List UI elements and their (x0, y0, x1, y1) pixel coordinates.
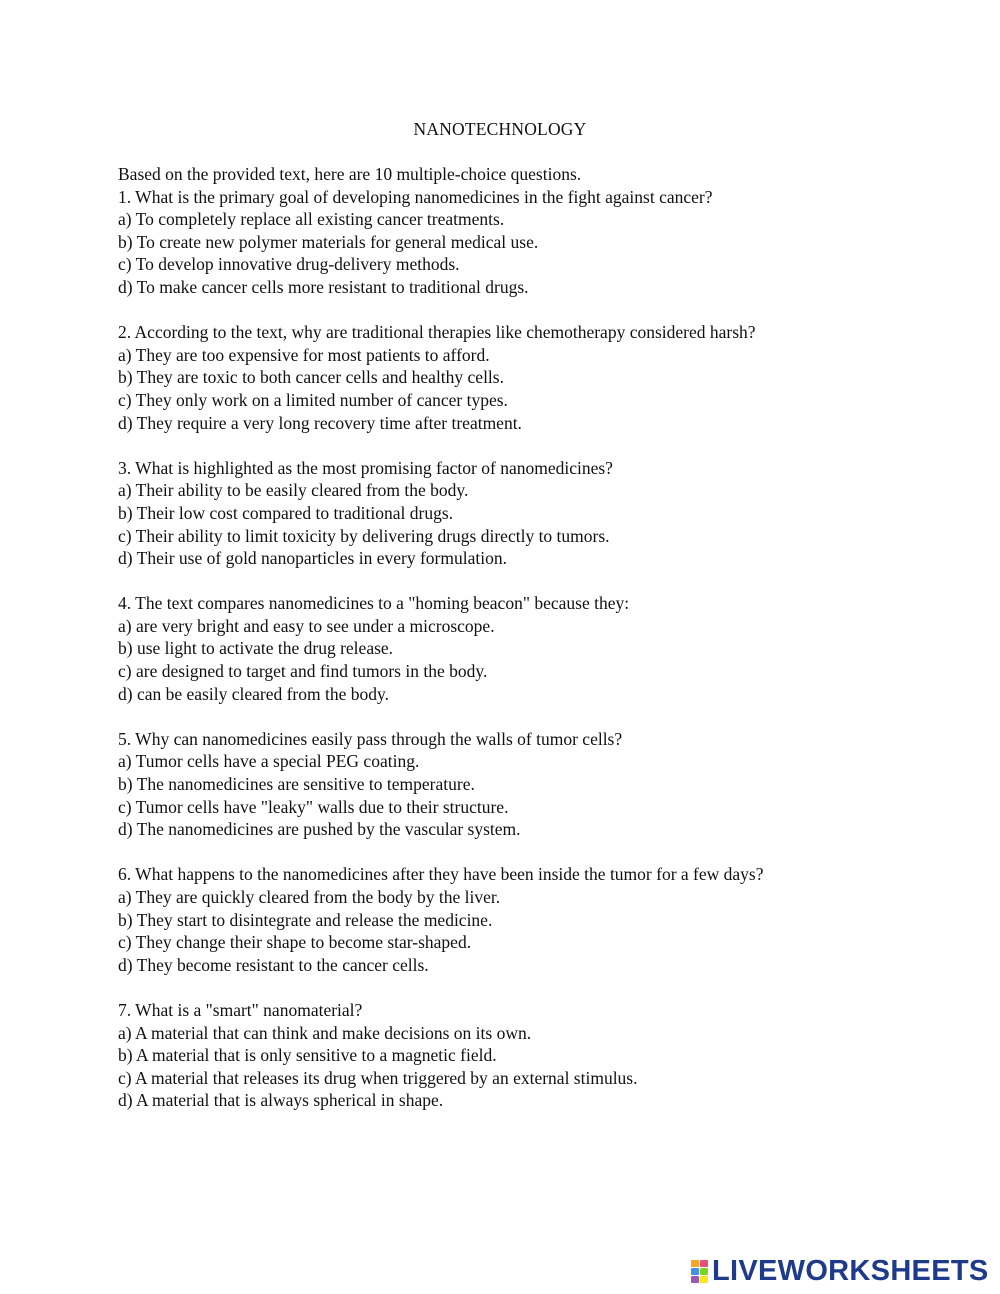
answer-option: a) A material that can think and make decisions on its own. (118, 1022, 532, 1043)
answer-option: b) They start to disintegrate and release the medicine. (118, 909, 493, 930)
logo-tile (691, 1260, 699, 1267)
answer-option: c) Tumor cells have "leaky" walls due to their structure. (118, 796, 509, 817)
question-text: 7. What is a "smart" nanomaterial? (118, 999, 363, 1020)
question-text: 3. What is highlighted as the most promising factor of nanomedicines? (118, 457, 613, 478)
answer-option: d) The nanomedicines are pushed by the vascular system. (118, 819, 521, 840)
answer-option: d) A material that is always spherical in shape. (118, 1090, 444, 1111)
logo-tile (700, 1268, 708, 1275)
answer-option: c) A material that releases its drug when triggered by an external stimulus. (118, 1067, 638, 1088)
logo-tile (691, 1276, 699, 1283)
answer-option: c) They only work on a limited number of cancer types. (118, 389, 508, 410)
logo-tile (691, 1268, 699, 1275)
question-block (118, 863, 978, 976)
answer-option: a) They are too expensive for most patients to afford. (118, 344, 490, 365)
question-list (118, 186, 978, 1112)
worksheet-content (118, 163, 978, 1135)
question-text: 2. According to the text, why are traditional therapies like chemotherapy considered harsh? (118, 322, 756, 343)
question-text: 5. Why can nanomedicines easily pass through the walls of tumor cells? (118, 728, 623, 749)
intro-text: Based on the provided text, here are 10 multiple-choice questions. (118, 164, 582, 184)
logo-tile (700, 1260, 708, 1267)
answer-option: a) are very bright and easy to see under a microscope. (118, 615, 495, 636)
answer-option: a) To completely replace all existing cancer treatments. (118, 209, 505, 230)
question-text: 4. The text compares nanomedicines to a "homing beacon" because they: (118, 593, 630, 614)
question-block (118, 999, 978, 1112)
brand-name: LIVEWORKSHEETS (712, 1254, 989, 1287)
question-text: 6. What happens to the nanomedicines after they have been inside the tumor for a few days? (118, 864, 764, 885)
liveworksheets-logo-icon (691, 1260, 708, 1283)
answer-option: a) They are quickly cleared from the body by the liver. (118, 887, 501, 907)
question-block (118, 728, 978, 841)
answer-option: b) Their low cost compared to traditional drugs. (118, 502, 454, 523)
answer-option: c) They change their shape to become star-shaped. (118, 932, 472, 953)
question-block (118, 457, 978, 570)
answer-option: d) Their use of gold nanoparticles in every formulation. (118, 548, 507, 569)
answer-option: b) A material that is only sensitive to a magnetic field. (118, 1045, 497, 1066)
answer-option: d) To make cancer cells more resistant to traditional drugs. (118, 276, 529, 297)
answer-option: a) Tumor cells have a special PEG coating. (118, 751, 420, 772)
answer-option: a) Their ability to be easily cleared from the body. (118, 480, 469, 501)
answer-option: b) They are toxic to both cancer cells and healthy cells. (118, 367, 504, 388)
answer-option: c) Their ability to limit toxicity by delivering drugs directly to tumors. (118, 525, 610, 546)
answer-option: d) They become resistant to the cancer cells. (118, 954, 429, 975)
question-block (118, 592, 978, 705)
liveworksheets-brand (691, 1256, 989, 1286)
answer-option: c) To develop innovative drug-delivery methods. (118, 254, 460, 275)
answer-option: d) can be easily cleared from the body. (118, 683, 389, 704)
question-block (118, 321, 978, 434)
answer-option: c) are designed to target and find tumors in the body. (118, 661, 488, 682)
question-text: 1. What is the primary goal of developing nanomedicines in the fight against cancer? (118, 186, 713, 207)
question-block (118, 186, 978, 299)
answer-option: b) The nanomedicines are sensitive to temperature. (118, 774, 475, 795)
logo-tile (700, 1276, 708, 1283)
answer-option: b) use light to activate the drug release. (118, 638, 394, 659)
answer-option: d) They require a very long recovery time after treatment. (118, 412, 522, 433)
page-title: NANOTECHNOLOGY (413, 119, 587, 139)
answer-option: b) To create new polymer materials for general medical use. (118, 231, 539, 252)
